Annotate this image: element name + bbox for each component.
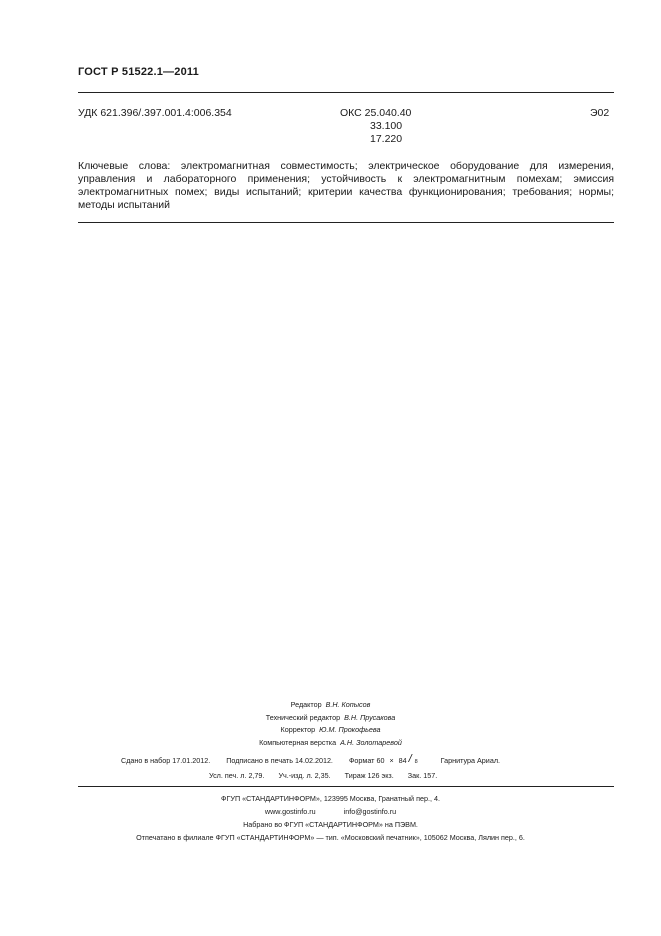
printer-website[interactable]: www.gostinfo.ru (264, 807, 316, 816)
publication-divider (78, 786, 614, 787)
submitted-date: Сдано в набор 17.01.2012. (121, 756, 211, 765)
credit-name: В.Н. Копысов (325, 700, 371, 709)
publication-line-2 (209, 771, 437, 780)
credit-role: Компьютерная верстка (259, 737, 337, 747)
publication-line-1 (121, 753, 501, 766)
standard-code: ГОСТ Р 51522.1—2011 (78, 66, 199, 78)
circulation: Тираж 126 экз. (344, 771, 394, 780)
printer-contacts (0, 805, 661, 818)
credits-block (0, 699, 661, 749)
printer-email[interactable]: info@gostinfo.ru (343, 807, 397, 816)
oks-codes (340, 107, 420, 146)
oks-code-3: 17.220 (370, 133, 403, 145)
keywords-divider (78, 222, 614, 223)
format-denominator: 8 (414, 759, 418, 766)
pub-sheets: Уч.-изд. л. 2,35. (278, 771, 331, 780)
typeface: Гарнитура Ариал. (440, 756, 501, 765)
udk-code: УДК 621.396/.397.001.4:006.354 (78, 107, 232, 119)
credit-layout (0, 737, 661, 750)
category-code: Э02 (590, 107, 610, 119)
credit-role: Корректор (280, 725, 316, 734)
format-times: × (389, 756, 394, 765)
credit-proofreader (0, 724, 661, 737)
order-number: Зак. 157. (407, 771, 438, 780)
format-label: Формат 60 (348, 756, 385, 765)
credit-name: В.Н. Прусакова (344, 712, 396, 722)
credit-editor (0, 699, 661, 712)
signed-date: Подписано в печать 14.02.2012. (226, 756, 333, 765)
printer-address: ФГУП «СТАНДАРТИНФОРМ», 123995 Москва, Гранатный пер., 4. (221, 794, 440, 803)
format-fraction: / 8 (408, 753, 418, 766)
oks-code-1: ОКС 25.040.40 (340, 107, 412, 119)
credit-role: Технический редактор (265, 712, 341, 722)
keywords-paragraph: Ключевые слова: электромагнитная совместимость; электрическое оборудование для измерения, управления и лабораторного применения; устойчивость к электромагнитным помехам; эмиссия электромагнитных помех; виды испытаний; критерии качества функционирования; требования; нормы; методы испытаний (78, 160, 614, 211)
format-number: 84 (398, 756, 407, 765)
typeset-note: Набрано во ФГУП «СТАНДАРТИНФОРМ» на ПЭВМ. (243, 820, 418, 829)
print-sheets: Усл. печ. л. 2,79. (209, 771, 265, 780)
printer-block (0, 792, 661, 844)
printed-note: Отпечатано в филиале ФГУП «СТАНДАРТИНФОРМ» — тип. «Московский печатник», 105062 Москва, Лялин пер., 6. (136, 833, 525, 842)
top-divider (78, 92, 614, 93)
credit-name: Ю.М. Прокофьева (319, 725, 381, 734)
credit-name: А.Н. Золотаревой (340, 737, 402, 747)
oks-code-2: 33.100 (370, 120, 403, 132)
credit-tech-editor (0, 712, 661, 725)
credit-role: Редактор (290, 700, 322, 709)
